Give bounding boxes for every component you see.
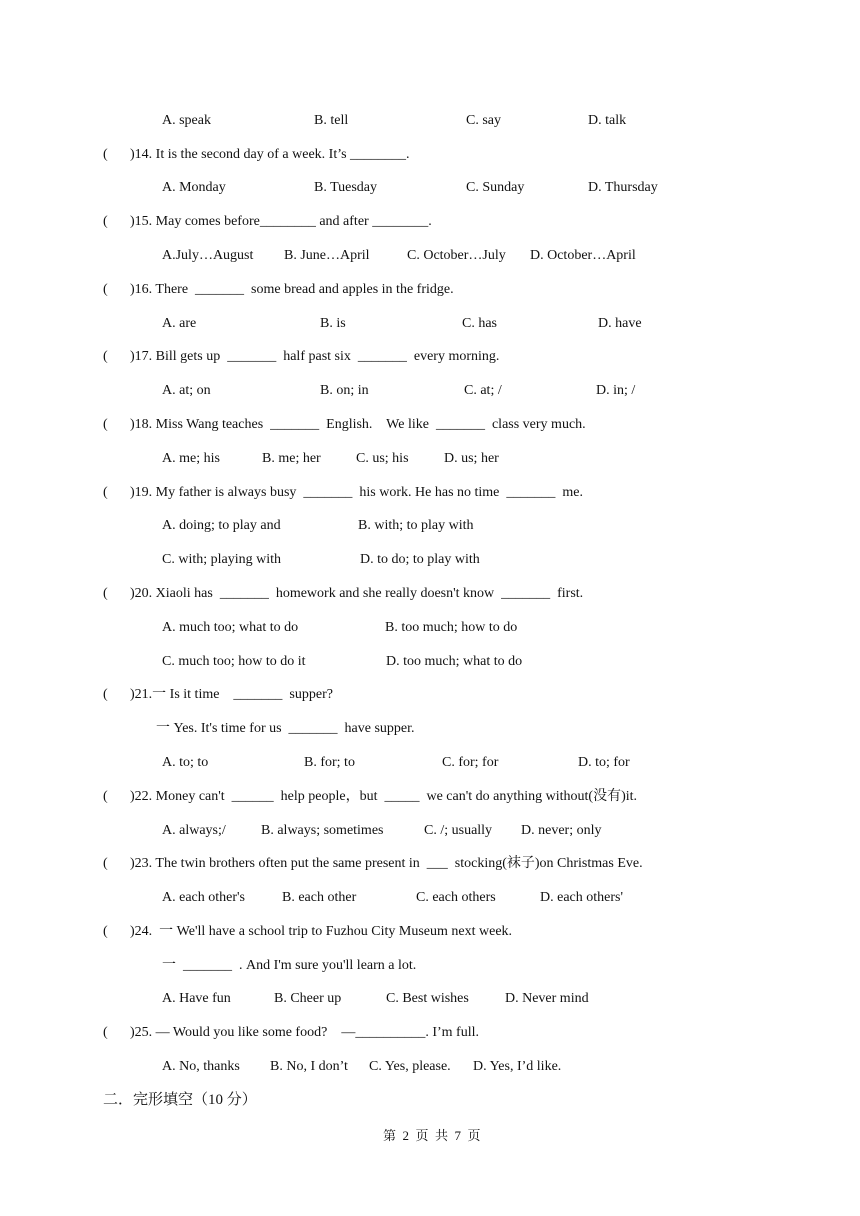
q15-option-d: D. October…April xyxy=(530,248,636,263)
q18-stem: )18. Miss Wang teaches _______ English. We like _______ class very much. xyxy=(130,417,586,432)
q22-option-d: D. never; only xyxy=(521,823,602,838)
q21-option-b: B. for; to xyxy=(304,755,355,770)
q20-stem: )20. Xiaoli has _______ homework and she really doesn't know _______ first. xyxy=(130,586,584,601)
q21-answer-paren: ( xyxy=(103,687,108,702)
q22-option-a: A. always;/ xyxy=(162,823,226,838)
q17-stem: )17. Bill gets up _______ half past six _______ every morning. xyxy=(130,349,500,364)
q15-option-c: C. October…July xyxy=(407,248,506,263)
q15-option-b: B. June…April xyxy=(284,248,370,263)
q22-option-b: B. always; sometimes xyxy=(261,823,384,838)
q15-stem: )15. May comes before________ and after ________. xyxy=(130,214,432,229)
q23-answer-paren: ( xyxy=(103,856,108,871)
q20-option-c: C. much too; how to do it xyxy=(162,654,306,669)
q18-option-d: D. us; her xyxy=(444,451,499,466)
q17-option-d: D. in; / xyxy=(596,383,636,398)
q17-option-c: C. at; / xyxy=(464,383,502,398)
q13-option-a: A. speak xyxy=(162,113,211,128)
q25-answer-paren: ( xyxy=(103,1025,108,1040)
q19-option-b: B. with; to play with xyxy=(358,518,474,533)
q15-answer-paren: ( xyxy=(103,214,108,229)
q13-option-c: C. say xyxy=(466,113,501,128)
q21-stem-reply: 一 Yes. It's time for us _______ have supper. xyxy=(156,721,415,736)
q25-option-d: D. Yes, I’d like. xyxy=(473,1059,562,1074)
q25-option-c: C. Yes, please. xyxy=(369,1059,451,1074)
q14-option-b: B. Tuesday xyxy=(314,180,378,195)
q21-option-d: D. to; for xyxy=(578,755,630,770)
q21-option-c: C. for; for xyxy=(442,755,499,770)
q16-option-c: C. has xyxy=(462,316,497,331)
q13-option-b: B. tell xyxy=(314,113,349,128)
q17-answer-paren: ( xyxy=(103,349,108,364)
q20-option-b: B. too much; how to do xyxy=(385,620,518,635)
q20-option-a: A. much too; what to do xyxy=(162,620,299,635)
q25-stem: )25. — Would you like some food? —__________. I’m full. xyxy=(130,1025,479,1040)
q14-option-d: D. Thursday xyxy=(588,180,658,195)
q14-option-c: C. Sunday xyxy=(466,180,525,195)
q15-option-a: A.July…August xyxy=(162,248,254,263)
q23-option-a: A. each other's xyxy=(162,890,245,905)
q14-stem: )14. It is the second day of a week. It’s ________. xyxy=(130,147,410,162)
q23-option-b: B. each other xyxy=(282,890,357,905)
q23-option-d: D. each others' xyxy=(540,890,623,905)
section-heading-cloze: 二．完形填空（10 分） xyxy=(103,1092,257,1108)
q19-option-d: D. to do; to play with xyxy=(360,552,480,567)
q24-option-c: C. Best wishes xyxy=(386,991,469,1006)
q18-option-c: C. us; his xyxy=(356,451,409,466)
q16-answer-paren: ( xyxy=(103,282,108,297)
q19-stem: )19. My father is always busy _______ his work. He has no time _______ me. xyxy=(130,485,583,500)
q23-option-c: C. each others xyxy=(416,890,496,905)
q24-option-b: B. Cheer up xyxy=(274,991,342,1006)
q21-option-a: A. to; to xyxy=(162,755,209,770)
q13-option-d: D. talk xyxy=(588,113,627,128)
q16-option-b: B. is xyxy=(320,316,346,331)
q24-answer-paren: ( xyxy=(103,924,108,939)
page-footer: 第 2 页 共 7 页 xyxy=(383,1128,481,1143)
q24-option-a: A. Have fun xyxy=(162,991,231,1006)
q20-option-d: D. too much; what to do xyxy=(386,654,523,669)
q14-answer-paren: ( xyxy=(103,147,108,162)
q25-option-b: B. No, I don’t xyxy=(270,1059,348,1074)
q20-answer-paren: ( xyxy=(103,586,108,601)
q17-option-a: A. at; on xyxy=(162,383,211,398)
q16-option-a: A. are xyxy=(162,316,197,331)
q22-option-c: C. /; usually xyxy=(424,823,493,838)
q24-option-d: D. Never mind xyxy=(505,991,589,1006)
q18-answer-paren: ( xyxy=(103,417,108,432)
q19-option-a: A. doing; to play and xyxy=(162,518,281,533)
q21-stem: )21.一 Is it time _______ supper? xyxy=(130,687,333,702)
q19-option-c: C. with; playing with xyxy=(162,552,281,567)
q22-stem: )22. Money can't ______ help people，but _____ we can't do anything without(没有)it. xyxy=(130,789,638,804)
q24-stem: )24. 一 We'll have a school trip to Fuzhou City Museum next week. xyxy=(130,924,513,939)
q24-stem-reply: 一 _______ . And I'm sure you'll learn a lot. xyxy=(162,958,417,973)
q19-answer-paren: ( xyxy=(103,485,108,500)
q18-option-b: B. me; her xyxy=(262,451,321,466)
q14-option-a: A. Monday xyxy=(162,180,226,195)
q18-option-a: A. me; his xyxy=(162,451,220,466)
q17-option-b: B. on; in xyxy=(320,383,369,398)
q23-stem: )23. The twin brothers often put the same present in ___ stocking(袜子)on Christmas Eve. xyxy=(130,856,643,871)
q22-answer-paren: ( xyxy=(103,789,108,804)
q25-option-a: A. No, thanks xyxy=(162,1059,240,1074)
q16-stem: )16. There _______ some bread and apples in the fridge. xyxy=(130,282,454,297)
q16-option-d: D. have xyxy=(598,316,642,331)
